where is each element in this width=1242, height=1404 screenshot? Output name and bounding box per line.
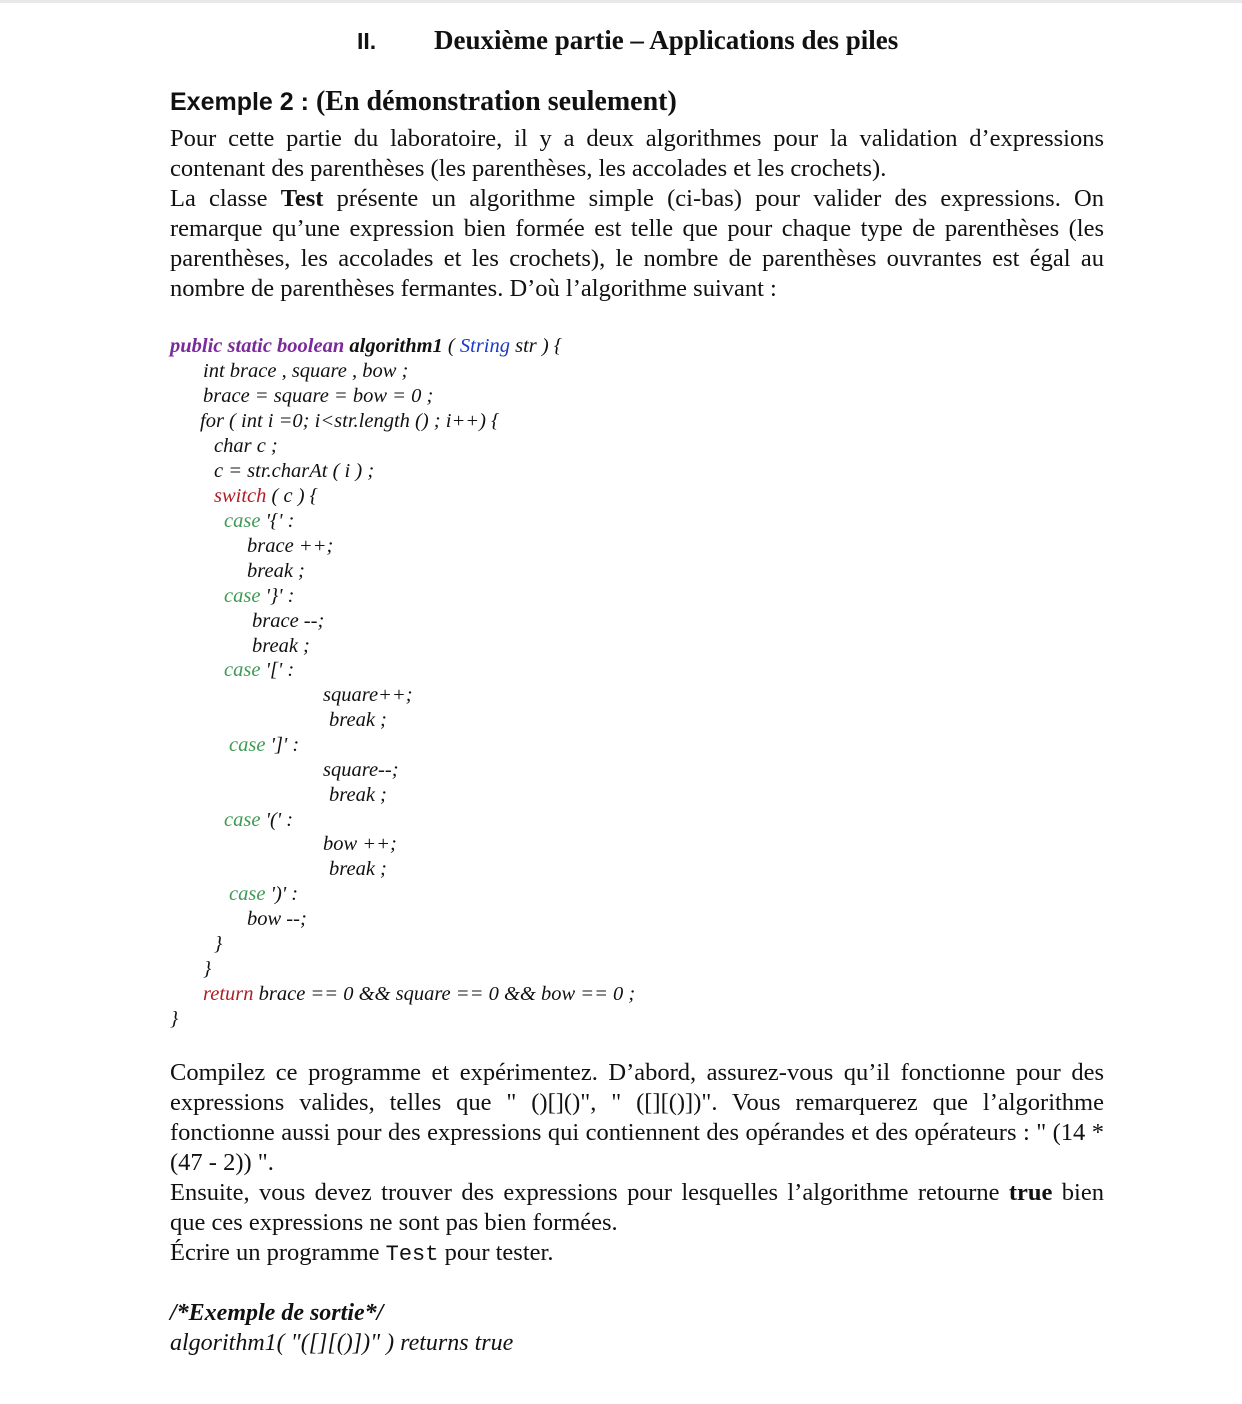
code-line: bow --;	[247, 908, 307, 930]
code-line	[229, 733, 299, 757]
write-program-paragraph	[170, 1238, 1104, 1270]
class-name-test: Test	[280, 185, 324, 212]
code-return-line	[203, 982, 635, 1006]
code-modifiers: public static boolean	[170, 335, 345, 357]
code-line: for ( int i =0; i<str.length () ; i++) {	[200, 410, 500, 432]
code-line	[224, 509, 294, 533]
code-line: char c ;	[214, 435, 278, 457]
code-token: ( c ) {	[266, 485, 318, 507]
code-token: '{' :	[260, 510, 295, 532]
code-line: int brace , square , bow ;	[203, 360, 409, 382]
code-keyword-case: case	[224, 510, 261, 532]
text-run: présente un algorithme simple (ci-bas) pour valider des expressions. On remarque qu’une expression bien formée est telle que pour chaque type de parenthèses (les parenthèses, les accolades et les crochets), le nombre de parenthèses ouvrantes est égal au nombre de parenthèses fermantes. D’où l’algorithme suivant :	[170, 185, 1104, 302]
code-line	[229, 882, 298, 906]
code-line: c = str.charAt ( i ) ;	[214, 460, 375, 482]
code-line: brace --;	[252, 610, 325, 632]
code-line: break ;	[329, 784, 387, 806]
code-token: ']' :	[265, 734, 300, 756]
text-run: La classe	[170, 185, 281, 212]
instructions-paragraph: Compilez ce programme et expérimentez. D’abord, assurez-vous qu’il fonctionne pour des expressions valides, telles que " ()[]()", " ([][()])". Vous remarquerez que l’algorithme fonctionne aussi pour des expressions qui contiennent des opérandes et des opérateurs : " (14 * (47 - 2)) ".	[170, 1059, 1104, 1176]
code-keyword-return: return	[203, 983, 254, 1005]
code-token: str ) {	[510, 335, 563, 357]
text-run: bien que ces expressions ne sont pas bien formées.	[170, 1179, 1104, 1236]
output-example-line: algorithm1( "([][()])" ) returns true	[170, 1330, 514, 1356]
code-line: bow ++;	[323, 833, 397, 855]
code-line: square++;	[323, 684, 413, 706]
code-keyword-switch: switch	[214, 485, 267, 507]
example-note: (En démonstration seulement)	[315, 86, 677, 117]
code-line	[214, 484, 318, 508]
code-keyword-case: case	[224, 585, 261, 607]
code-close-brace: }	[170, 1008, 179, 1030]
code-token: brace == 0 && square == 0 && bow == 0 ;	[253, 983, 636, 1005]
code-line: break ;	[329, 858, 387, 880]
code-line	[224, 658, 294, 682]
bold-true: true	[1008, 1179, 1053, 1206]
code-token: ')' :	[265, 883, 299, 905]
code-line: break ;	[247, 560, 305, 582]
intro-paragraph: Pour cette partie du laboratoire, il y a deux algorithmes pour la validation d’expressions contenant des parenthèses (les parenthèses, les accolades et les crochets).	[170, 125, 1104, 182]
section-title: Deuxième partie – Applications des piles	[434, 25, 899, 55]
class-name-test-mono: Test	[385, 1242, 439, 1267]
code-keyword-case: case	[229, 734, 266, 756]
code-close-brace: }	[203, 958, 212, 980]
code-line: break ;	[329, 709, 387, 731]
code-line: brace ++;	[247, 535, 334, 557]
code-token: '(' :	[260, 809, 294, 831]
code-token: '}' :	[260, 585, 295, 607]
text-run: pour tester.	[438, 1239, 554, 1266]
code-keyword-case: case	[224, 659, 261, 681]
code-close-brace: }	[214, 933, 223, 955]
output-example-title: /*Exemple de sortie*/	[170, 1300, 384, 1326]
code-line: brace = square = bow = 0 ;	[203, 385, 434, 407]
code-line: break ;	[252, 635, 310, 657]
code-line	[224, 808, 293, 832]
code-token: (	[442, 335, 460, 357]
text-run: Ensuite, vous devez trouver des expressions pour lesquelles l’algorithme retourne	[170, 1179, 1009, 1206]
section-heading	[0, 25, 1242, 61]
section-number: II.	[357, 28, 377, 54]
description-paragraph	[170, 184, 1104, 304]
task-paragraph	[170, 1178, 1104, 1238]
example-label: Exemple 2 :	[170, 88, 309, 116]
code-line: square--;	[323, 759, 399, 781]
code-type: String	[459, 335, 510, 357]
code-token: '[' :	[260, 659, 295, 681]
code-signature	[170, 334, 562, 358]
code-line	[224, 584, 294, 608]
example-heading	[170, 86, 677, 118]
top-divider	[0, 0, 1242, 3]
text-run: Écrire un programme	[170, 1239, 386, 1266]
code-keyword-case: case	[229, 883, 266, 905]
code-method-name: algorithm1	[349, 335, 443, 357]
code-keyword-case: case	[224, 809, 261, 831]
